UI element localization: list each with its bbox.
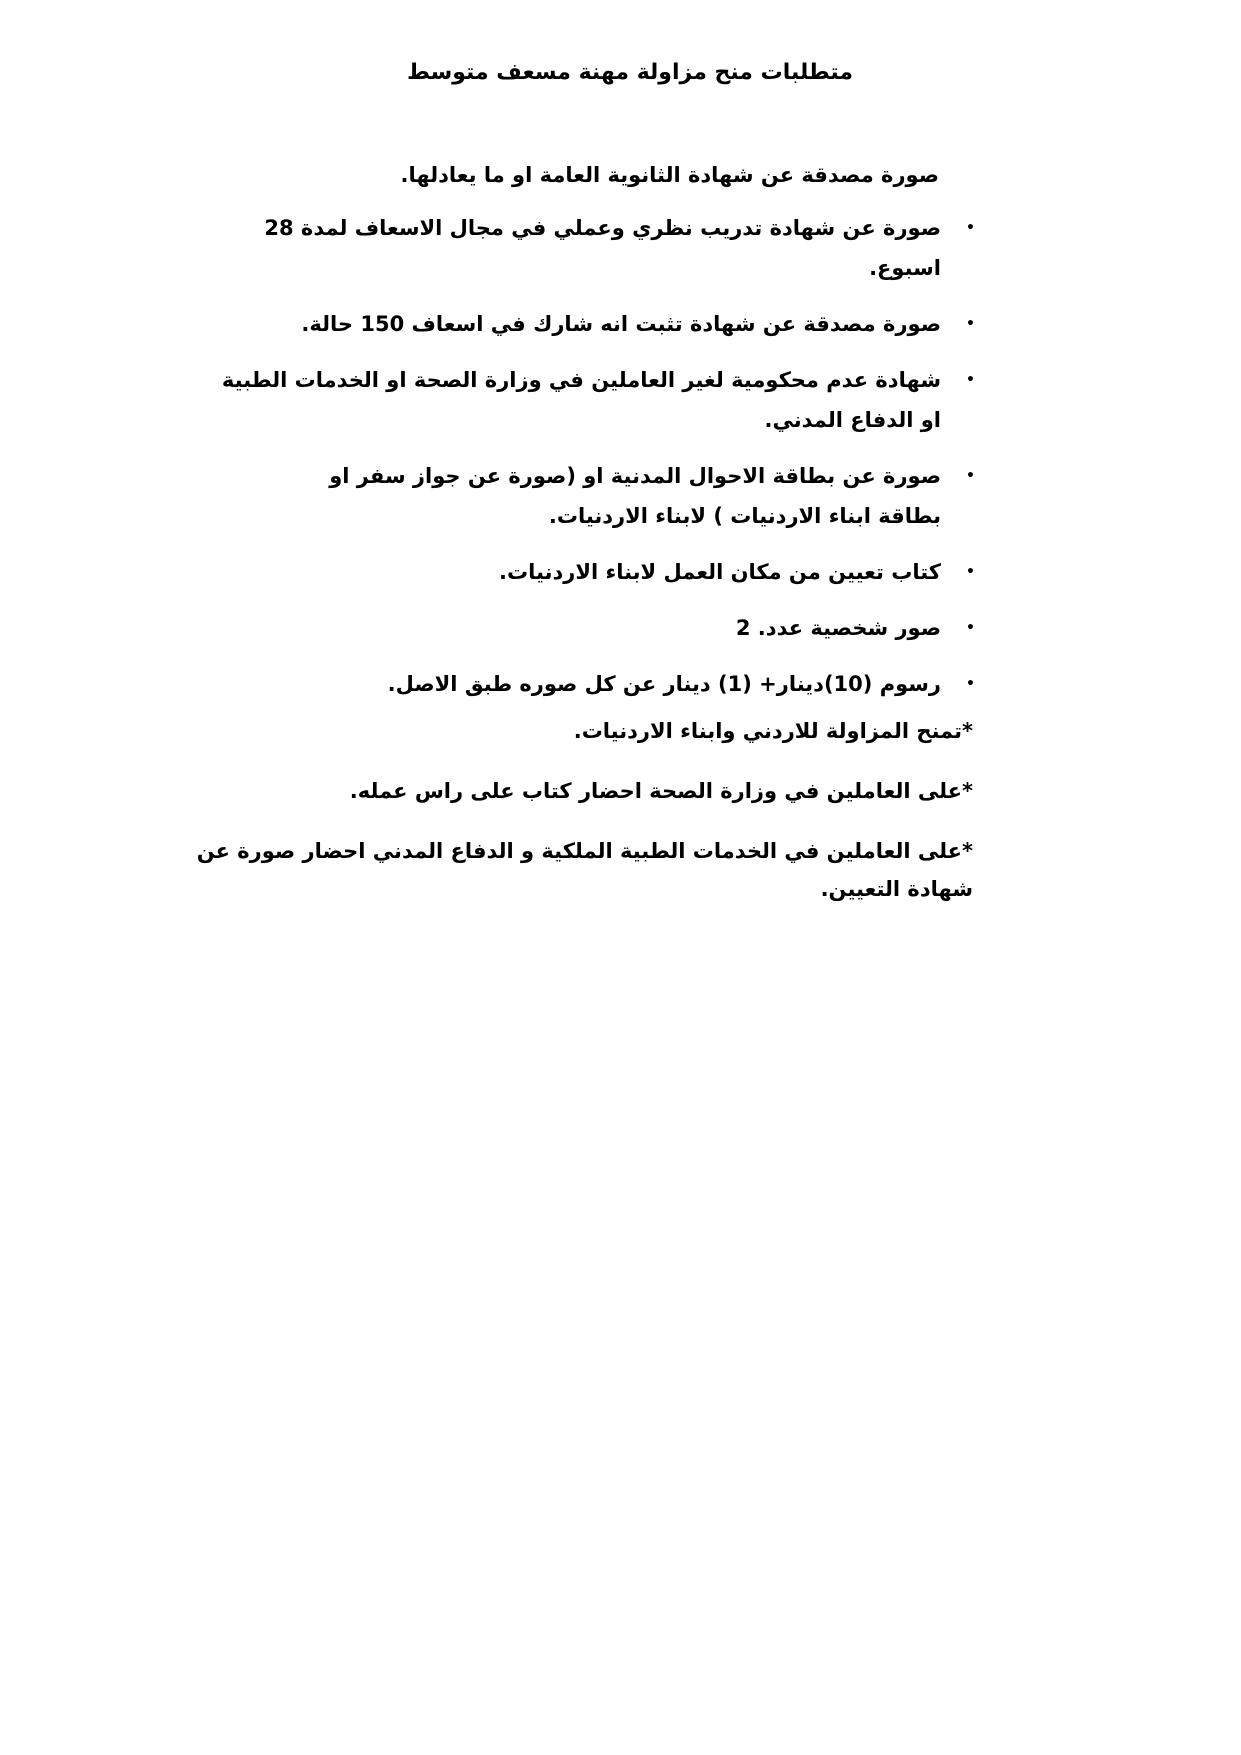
bullet-icon: •	[966, 372, 975, 388]
bullet-icon: •	[966, 468, 975, 484]
bullet-icon: •	[966, 564, 975, 580]
requirement-text: كتاب تعيين من مكان العمل لابناء الاردنيات.	[499, 560, 941, 584]
bullet-icon: •	[966, 676, 975, 692]
notes-section	[193, 712, 973, 930]
bullet-icon: •	[966, 620, 975, 636]
bullet-icon: •	[966, 316, 975, 332]
requirements-list	[201, 208, 975, 720]
requirement-text: صورة مصدقة عن شهادة تثبت انه شارك في اسعاف 150 حالة.	[301, 312, 941, 336]
bullet-icon: •	[966, 220, 975, 236]
requirement-text: صورة عن بطاقة الاحوال المدنية او (صورة عن جواز سفر او بطاقة ابناء الاردنيات ) لابناء الاردنيات.	[329, 464, 941, 528]
list-item	[201, 208, 975, 288]
page-title: متطلبات منح مزاولة مهنة مسعف متوسط	[407, 60, 853, 85]
list-item	[201, 304, 975, 344]
note-text: *تمنح المزاولة للاردني وابناء الاردنيات.	[573, 719, 973, 743]
requirement-text: صور شخصية عدد. 2	[735, 616, 941, 640]
list-item	[201, 664, 975, 704]
requirement-text: شهادة عدم محكومية لغير العاملين في وزارة الصحة او الخدمات الطبية او الدفاع المدني.	[221, 368, 941, 432]
list-item	[201, 608, 975, 648]
requirement-text: رسوم (10)دينار+ (1) دينار عن كل صوره طبق الاصل.	[387, 672, 941, 696]
list-item	[201, 552, 975, 592]
intro-requirement: صورة مصدقة عن شهادة الثانوية العامة او ما يعادلها.	[400, 163, 939, 187]
list-item	[201, 360, 975, 440]
note-text: *على العاملين في الخدمات الطبية الملكية و الدفاع المدني احضار صورة عن شهادة التعيين.	[196, 839, 973, 901]
requirement-text: صورة عن شهادة تدريب نظري وعملي في مجال الاسعاف لمدة 28 اسبوع.	[264, 216, 941, 280]
list-item	[281, 456, 975, 536]
note-text: *على العاملين في وزارة الصحة احضار كتاب على راس عمله.	[349, 779, 973, 803]
